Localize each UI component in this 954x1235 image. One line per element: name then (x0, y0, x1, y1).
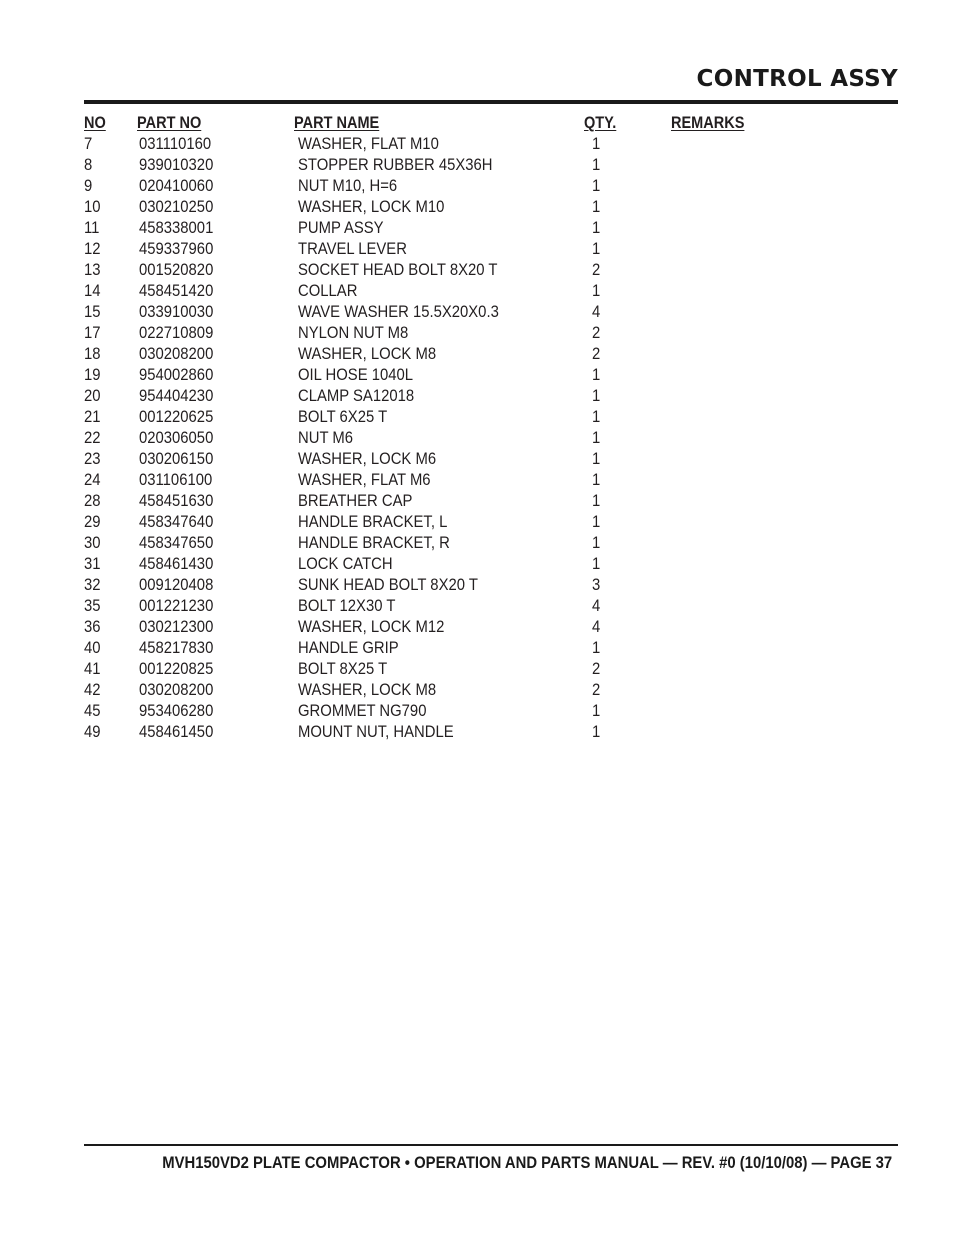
cell-qty: 1 (592, 366, 601, 384)
cell-part-no: 001520820 (139, 261, 214, 279)
cell-qty: 1 (592, 723, 601, 741)
table-row (84, 554, 898, 575)
cell-part-no: 001221230 (139, 597, 214, 615)
table-row (84, 302, 898, 323)
table-row (84, 239, 898, 260)
cell-part-no: 954002860 (139, 366, 214, 384)
table-row (84, 491, 898, 512)
cell-part-no: 953406280 (139, 702, 214, 720)
table-row (84, 680, 898, 701)
table-row (84, 659, 898, 680)
cell-no: 49 (84, 723, 101, 741)
table-row (84, 512, 898, 533)
cell-part-name: WAVE WASHER 15.5X20X0.3 (298, 303, 499, 321)
table-row (84, 344, 898, 365)
cell-no: 28 (84, 492, 101, 510)
parts-table (84, 113, 898, 743)
table-row (84, 722, 898, 743)
cell-part-name: LOCK CATCH (298, 555, 393, 573)
cell-no: 8 (84, 156, 93, 174)
cell-part-no: 030208200 (139, 681, 214, 699)
cell-qty: 1 (592, 513, 601, 531)
column-header-part-no: PART NO (137, 114, 202, 132)
cell-part-name: STOPPER RUBBER 45X36H (298, 156, 493, 174)
table-row (84, 470, 898, 491)
cell-no: 11 (84, 219, 100, 237)
cell-qty: 2 (592, 660, 601, 678)
cell-part-no: 458451420 (139, 282, 214, 300)
cell-no: 22 (84, 429, 101, 447)
cell-part-name: HANDLE GRIP (298, 639, 399, 657)
page-footer: MVH150VD2 PLATE COMPACTOR • OPERATION AND PARTS MANUAL — REV. #0 (10/10/08) — PAGE 37 (162, 1154, 893, 1172)
cell-part-name: WASHER, LOCK M10 (298, 198, 445, 216)
cell-part-no: 954404230 (139, 387, 214, 405)
cell-no: 23 (84, 450, 101, 468)
cell-no: 13 (84, 261, 101, 279)
cell-no: 7 (84, 135, 93, 153)
table-row (84, 260, 898, 281)
cell-qty: 2 (592, 324, 601, 342)
table-row (84, 428, 898, 449)
cell-part-no: 458347640 (139, 513, 214, 531)
table-row (84, 386, 898, 407)
cell-part-name: BOLT 6X25 T (298, 408, 388, 426)
cell-no: 31 (84, 555, 101, 573)
table-row (84, 218, 898, 239)
cell-no: 36 (84, 618, 101, 636)
cell-no: 20 (84, 387, 101, 405)
cell-part-name: BOLT 12X30 T (298, 597, 396, 615)
cell-part-name: NYLON NUT M8 (298, 324, 409, 342)
table-row (84, 176, 898, 197)
cell-part-name: PUMP ASSY (298, 219, 384, 237)
cell-no: 30 (84, 534, 101, 552)
cell-qty: 1 (592, 135, 601, 153)
cell-qty: 1 (592, 555, 601, 573)
cell-qty: 1 (592, 408, 601, 426)
cell-part-name: NUT M6 (298, 429, 354, 447)
table-row (84, 701, 898, 722)
cell-qty: 4 (592, 597, 601, 615)
cell-part-name: WASHER, LOCK M12 (298, 618, 445, 636)
cell-part-name: TRAVEL LEVER (298, 240, 407, 258)
header-rule (84, 100, 898, 104)
cell-part-no: 458347650 (139, 534, 214, 552)
cell-no: 45 (84, 702, 101, 720)
cell-qty: 1 (592, 240, 601, 258)
cell-part-no: 001220825 (139, 660, 214, 678)
cell-no: 41 (84, 660, 101, 678)
cell-no: 32 (84, 576, 101, 594)
cell-no: 21 (84, 408, 101, 426)
column-header-qty: QTY. (584, 114, 617, 132)
cell-no: 17 (84, 324, 101, 342)
table-row (84, 449, 898, 470)
column-header-part-name: PART NAME (294, 114, 380, 132)
cell-part-no: 030210250 (139, 198, 214, 216)
column-header-no: NO (84, 114, 106, 132)
cell-qty: 1 (592, 156, 601, 174)
cell-part-name: MOUNT NUT, HANDLE (298, 723, 454, 741)
cell-qty: 3 (592, 576, 601, 594)
cell-part-name: HANDLE BRACKET, L (298, 513, 448, 531)
table-row (84, 134, 898, 155)
cell-part-name: OIL HOSE 1040L (298, 366, 414, 384)
cell-no: 15 (84, 303, 101, 321)
cell-part-name: WASHER, FLAT M10 (298, 135, 439, 153)
cell-part-no: 022710809 (139, 324, 214, 342)
cell-part-no: 031106100 (139, 471, 213, 489)
cell-qty: 1 (592, 387, 601, 405)
cell-qty: 1 (592, 471, 601, 489)
cell-no: 9 (84, 177, 93, 195)
table-row (84, 155, 898, 176)
cell-part-no: 030208200 (139, 345, 214, 363)
cell-part-no: 020306050 (139, 429, 214, 447)
footer-rule (84, 1144, 898, 1146)
cell-no: 24 (84, 471, 101, 489)
cell-part-name: HANDLE BRACKET, R (298, 534, 450, 552)
cell-qty: 1 (592, 429, 601, 447)
cell-qty: 2 (592, 681, 601, 699)
cell-qty: 1 (592, 702, 601, 720)
cell-part-name: CLAMP SA12018 (298, 387, 415, 405)
cell-no: 29 (84, 513, 101, 531)
cell-part-no: 009120408 (139, 576, 214, 594)
cell-part-no: 458217830 (139, 639, 214, 657)
cell-part-name: WASHER, FLAT M6 (298, 471, 431, 489)
cell-part-no: 030206150 (139, 450, 214, 468)
cell-part-name: GROMMET NG790 (298, 702, 427, 720)
cell-part-name: SUNK HEAD BOLT 8X20 T (298, 576, 478, 594)
cell-qty: 4 (592, 303, 601, 321)
cell-part-name: WASHER, LOCK M6 (298, 450, 437, 468)
cell-qty: 1 (592, 450, 601, 468)
cell-qty: 1 (592, 177, 601, 195)
table-row (84, 617, 898, 638)
cell-qty: 2 (592, 261, 601, 279)
cell-part-no: 458461450 (139, 723, 214, 741)
cell-part-no: 458338001 (139, 219, 214, 237)
table-row (84, 323, 898, 344)
cell-part-no: 030212300 (139, 618, 214, 636)
cell-qty: 2 (592, 345, 601, 363)
cell-qty: 1 (592, 534, 601, 552)
cell-no: 35 (84, 597, 101, 615)
cell-part-name: BREATHER CAP (298, 492, 413, 510)
cell-part-name: WASHER, LOCK M8 (298, 345, 437, 363)
cell-part-no: 031110160 (139, 135, 212, 153)
cell-no: 42 (84, 681, 101, 699)
page-title: CONTROL ASSY (696, 66, 898, 92)
cell-part-no: 939010320 (139, 156, 214, 174)
cell-qty: 1 (592, 282, 601, 300)
cell-part-name: COLLAR (298, 282, 358, 300)
cell-qty: 1 (592, 492, 601, 510)
cell-part-no: 458451630 (139, 492, 214, 510)
parts-table-header (84, 113, 898, 134)
cell-part-name: NUT M10, H=6 (298, 177, 398, 195)
table-row (84, 407, 898, 428)
table-row (84, 596, 898, 617)
table-row (84, 281, 898, 302)
cell-no: 40 (84, 639, 101, 657)
column-header-remarks: REMARKS (671, 114, 745, 132)
cell-part-no: 020410060 (139, 177, 214, 195)
cell-qty: 1 (592, 219, 601, 237)
cell-part-name: BOLT 8X25 T (298, 660, 388, 678)
cell-qty: 1 (592, 639, 601, 657)
cell-part-no: 033910030 (139, 303, 214, 321)
cell-part-name: SOCKET HEAD BOLT 8X20 T (298, 261, 498, 279)
cell-qty: 4 (592, 618, 601, 636)
cell-part-no: 001220625 (139, 408, 214, 426)
cell-no: 10 (84, 198, 101, 216)
table-row (84, 533, 898, 554)
table-row (84, 197, 898, 218)
parts-table-body (84, 134, 898, 743)
cell-part-no: 459337960 (139, 240, 214, 258)
cell-qty: 1 (592, 198, 601, 216)
cell-no: 18 (84, 345, 101, 363)
table-row (84, 365, 898, 386)
cell-no: 19 (84, 366, 101, 384)
cell-no: 12 (84, 240, 101, 258)
cell-part-no: 458461430 (139, 555, 214, 573)
table-row (84, 638, 898, 659)
cell-part-name: WASHER, LOCK M8 (298, 681, 437, 699)
cell-no: 14 (84, 282, 101, 300)
table-row (84, 575, 898, 596)
